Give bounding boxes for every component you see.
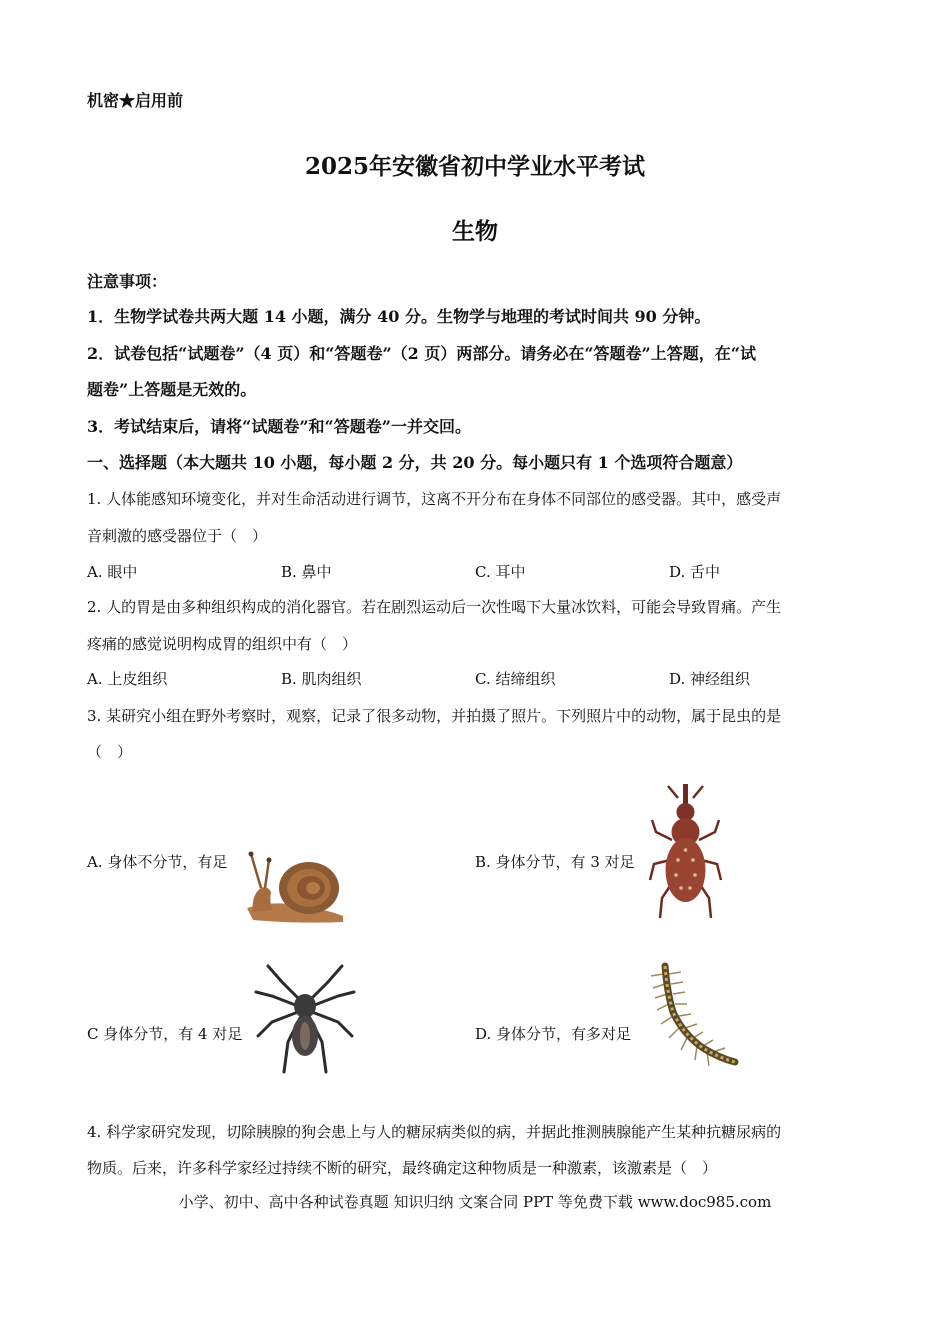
snail-image bbox=[243, 840, 348, 925]
weevil-image bbox=[648, 780, 723, 925]
note-item: 1．生物学试卷共两大题 14 小题，满分 40 分。生物学与地理的考试时间共 90 分钟。 bbox=[87, 307, 711, 326]
note-item: 2．试卷包括“试题卷”（4 页）和“答题卷”（2 页）两部分。请务必在“答题卷”上答题，在“试 bbox=[87, 344, 756, 363]
option-a: A. 上皮组织 bbox=[87, 670, 168, 688]
notes-heading: 注意事项： bbox=[87, 272, 168, 291]
option-b: B. 肌肉组织 bbox=[281, 670, 362, 688]
question-text: 1. 人体能感知环境变化，并对生命活动进行调节，这离不开分布在身体不同部位的感受器。其中，感受声 bbox=[87, 490, 782, 508]
note-item: 题卷”上答题是无效的。 bbox=[87, 380, 257, 399]
question-text: 物质。后来，许多科学家经过持续不断的研究，最终确定这种物质是一种激素，该激素是（ ） bbox=[87, 1159, 718, 1177]
option-c: C. 结缔组织 bbox=[475, 670, 556, 688]
exam-title: 2025年安徽省初中学业水平考试 bbox=[304, 153, 645, 180]
question-text: 音刺激的感受器位于（ ） bbox=[87, 527, 268, 545]
question-text: （ ） bbox=[87, 743, 133, 761]
confidential-label: 机密★启用前 bbox=[87, 91, 184, 110]
spider-image bbox=[252, 962, 358, 1082]
option-b: B. 身体分节，有 3 对足 bbox=[475, 853, 635, 871]
option-b: B. 鼻中 bbox=[281, 563, 332, 581]
centipede-image bbox=[645, 962, 740, 1082]
question-text: 疼痛的感觉说明构成胃的组织中有（ ） bbox=[87, 635, 358, 653]
option-d: D. 舌中 bbox=[669, 563, 721, 581]
option-d: D. 身体分节，有多对足 bbox=[475, 1025, 632, 1043]
option-a: A. 眼中 bbox=[87, 563, 138, 581]
section-heading: 一、选择题（本大题共 10 小题，每小题 2 分，共 20 分。每小题只有 1 个选项符合题意） bbox=[87, 453, 743, 472]
question-text: 2. 人的胃是由多种组织构成的消化器官。若在剧烈运动后一次性喝下大量冰饮料，可能会导致胃痛。产生 bbox=[87, 598, 782, 616]
option-a: A. 身体不分节，有足 bbox=[87, 853, 228, 871]
note-item: 3．考试结束后，请将“试题卷”和“答题卷”一并交回。 bbox=[87, 417, 471, 436]
page-footer: 小学、初中、高中各种试卷真题 知识归纳 文案合同 PPT 等免费下载 www.doc985.com bbox=[178, 1193, 772, 1211]
option-c: C 身体分节，有 4 对足 bbox=[87, 1025, 243, 1043]
option-d: D. 神经组织 bbox=[669, 670, 751, 688]
question-text: 4. 科学家研究发现，切除胰腺的狗会患上与人的糖尿病类似的病，并据此推测胰腺能产生某种抗糖尿病的 bbox=[87, 1123, 782, 1141]
question-text: 3. 某研究小组在野外考察时，观察，记录了很多动物，并拍摄了照片。下列照片中的动物，属于昆虫的是 bbox=[87, 707, 782, 725]
option-c: C. 耳中 bbox=[475, 563, 526, 581]
subject-title: 生物 bbox=[452, 218, 498, 245]
